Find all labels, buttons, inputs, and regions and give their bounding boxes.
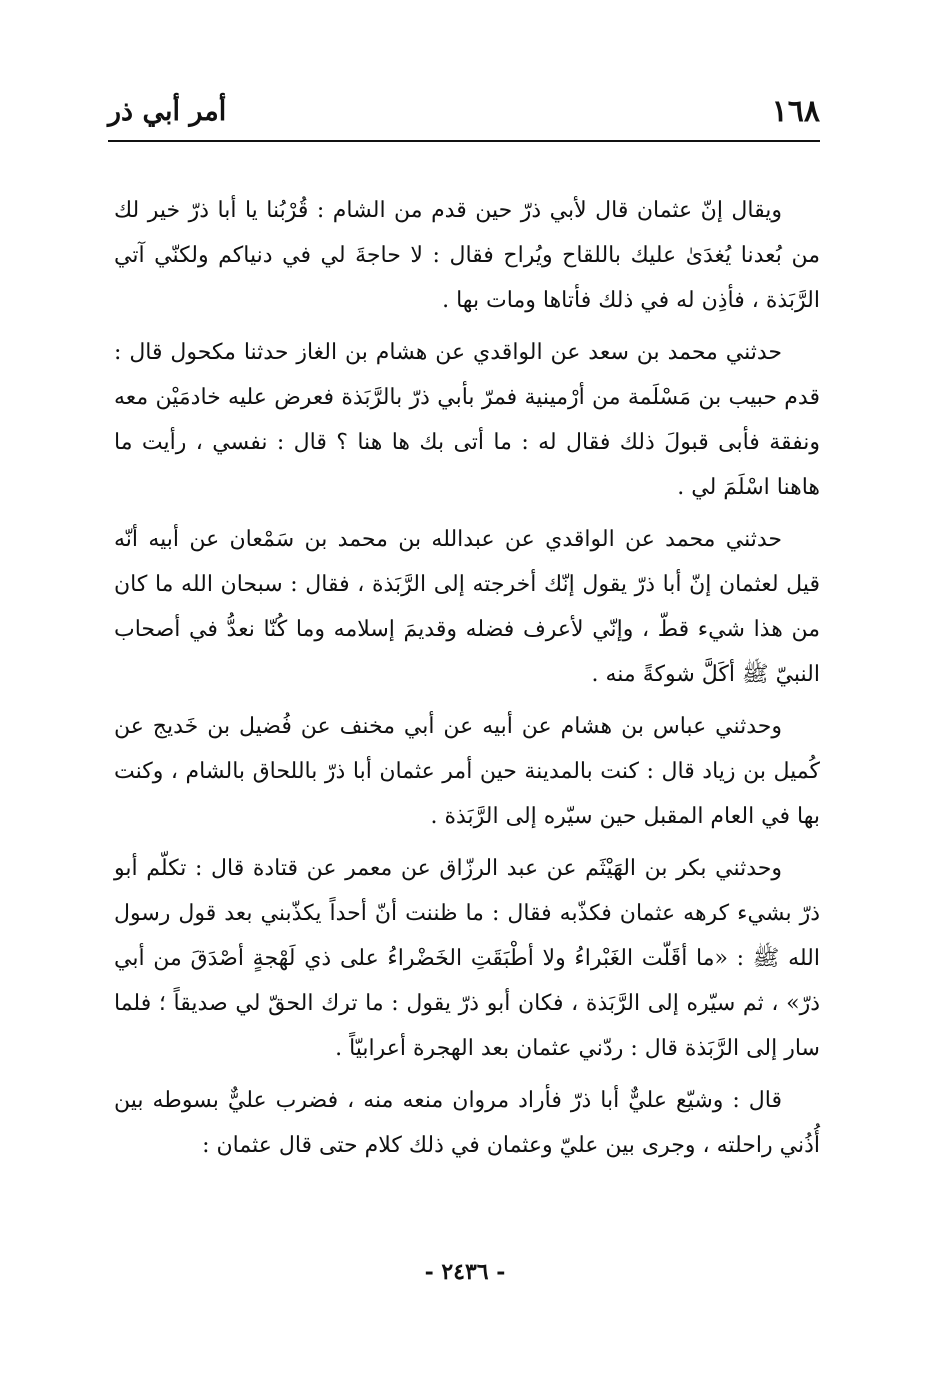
page-number: ١٦٨	[771, 94, 820, 129]
header-rule	[108, 140, 820, 142]
paragraph-6: قال : وشيّع عليٌّ أبا ذرّ فأراد مروان منعه منه ، فضرب عليٌّ بسوطه بين أُذُني راحلته ، وجرى بين عليّ وعثمان في ذلك كلام حتى قال عثمان :	[114, 1088, 820, 1158]
paragraph-5: وحدثني بكر بن الهَيْثَم عن عبد الرزّاق عن معمر عن قتادة قال : تكلّم أبو ذرّ بشيء كرهه عثمان فكذّبه فقال : ما ظننت أنّ أحداً يكذّبني بعد قول رسول الله ﷺ : «ما أقَلّت الغَبْراءُ ولا أطْبَقَتِ الخَضْراءُ على ذي لَهْجةٍ أصْدَقَ من أبي ذرّ» ، ثم سيّره إلى الرَّبَذة ، فكان أبو ذرّ يقول : ما ترك الحقّ لي صديقاً ؛ فلما سار إلى الرَّبَذة قال : ردّني عثمان بعد الهجرة أعرابيّاً .	[114, 856, 820, 1061]
paragraph-1: ويقال إنّ عثمان قال لأبي ذرّ حين قدم من الشام : قُرْبُنا يا أبا ذرّ خير لك من بُعدنا يُغدَىٰ عليك باللقاح ويُراح فقال : لا حاجةَ لي في دنياكم ولكنّي آتي الرَّبَذة ، فأذِن له في ذلك فأتاها ومات بها .	[114, 198, 821, 313]
body-text	[114, 188, 820, 1175]
paragraph-4: وحدثني عباس بن هشام عن أبيه عن أبي مخنف عن فُضيل بن خَديج عن كُميل بن زياد قال : كنت بالمدينة حين أمر عثمان أبا ذرّ باللحاق بالشام ، وكنت بها في العام المقبل حين سيّره إلى الرَّبَذة .	[114, 714, 820, 829]
page-header	[108, 92, 820, 138]
paragraph-3: حدثني محمد عن الواقدي عن عبدالله بن محمد بن سَمْعان عن أبيه أنّه قيل لعثمان إنّ أبا ذرّ يقول إنّك أخرجته إلى الرَّبَذة ، فقال : سبحان الله ما كان من هذا شيء قطّ ، وإنّي لأعرف فضله وقديمَ إسلامه وما كُنّا نعدُّ في أصحاب النبيّ ﷺ أكَلَّ شوكةً منه .	[114, 527, 820, 687]
page-footer	[0, 1254, 930, 1290]
running-title: أمر أبي ذر	[108, 96, 227, 127]
footer-page-label: - ٢٤٣٦ -	[424, 1259, 506, 1285]
paragraph-2: حدثني محمد بن سعد عن الواقدي عن هشام بن الغاز حدثنا مكحول قال : قدم حبيب بن مَسْلَمة من أرْمينية فمرّ بأبي ذرّ بالرَّبَذة فعرض عليه خادمَيْن معه ونفقة فأبى قبولَ ذلك فقال له : ما أتى بك ها هنا ؟ قال : نفسي ، رأيت ما هاهنا اسْلَمَ لي .	[114, 340, 820, 500]
